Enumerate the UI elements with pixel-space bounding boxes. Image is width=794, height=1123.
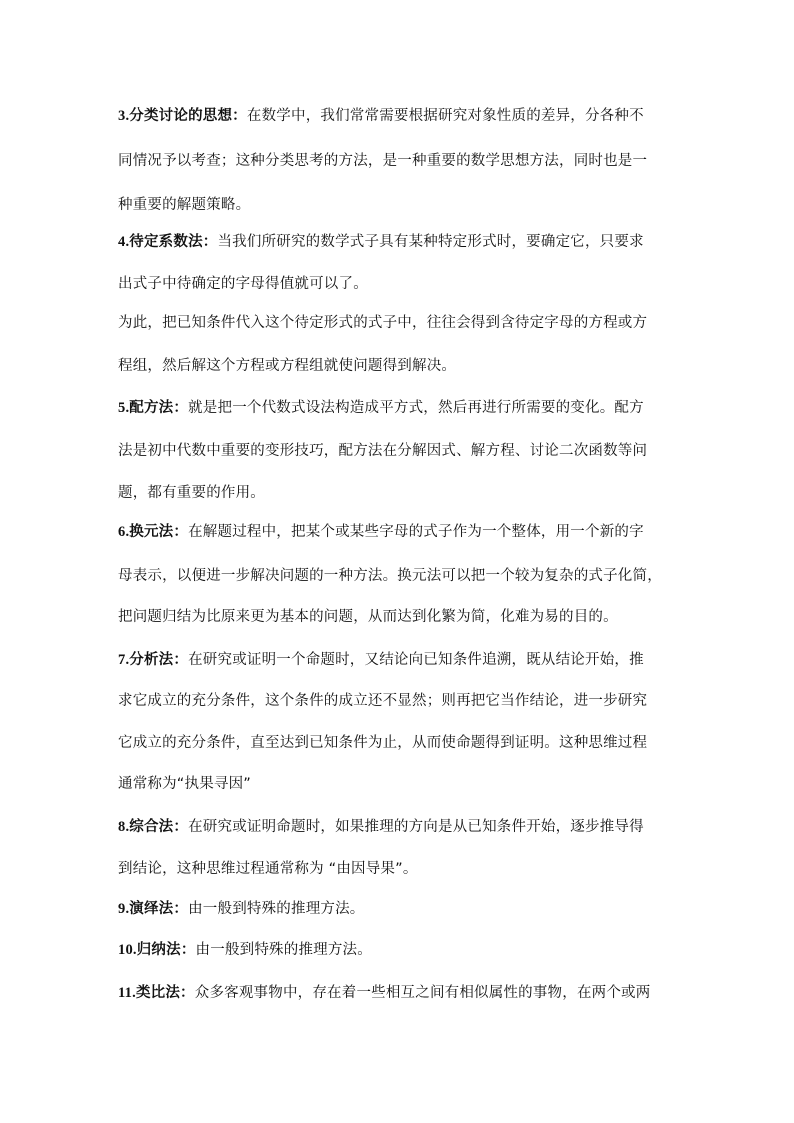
paragraph-text: 在数学中，我们常常需要根据研究对象性质的差异，分各种不 — [246, 108, 644, 124]
paragraph-line: 法是初中代数中重要的变形技巧，配方法在分解因式、解方程、讨论二次函数等问 — [118, 443, 648, 459]
section-term: 演绎法： — [129, 901, 189, 917]
paragraph-line: 通常称为“执果寻因” — [118, 776, 252, 792]
section-number: 5. — [118, 400, 130, 416]
paragraph-line: 求它成立的充分条件，这个条件的成立还不显然；则再把它当作结论，进一步研究 — [118, 693, 648, 709]
paragraph-text: 由一般到特殊的推理方法。 — [188, 901, 365, 917]
paragraph-line: 题，都有重要的作用。 — [118, 485, 265, 501]
paragraph-line — [118, 650, 698, 670]
section-term: 分析法： — [129, 652, 189, 668]
paragraph-line: 把问题归结为比原来更为基本的问题，从而达到化繁为简，化难为易的目的。 — [118, 609, 618, 625]
section-term: 分类讨论的思想： — [129, 108, 247, 124]
paragraph-line: 它成立的充分条件，直至达到已知条件为止，从而使命题得到证明。这种思维过程 — [118, 735, 648, 751]
paragraph-line: 母表示，以便进一步解决问题的一种方法。换元法可以把一个较为复杂的式子化简， — [118, 568, 662, 584]
paragraph-line: 到结论，这种思维过程通常称为 “由因导果”。 — [118, 861, 418, 877]
paragraph-line — [118, 232, 698, 252]
paragraph-line: 同情况予以考查；这种分类思考的方法，是一种重要的数学思想方法，同时也是一 — [118, 153, 648, 169]
section-term: 类比法： — [135, 985, 195, 1001]
section-term: 待定系数法： — [129, 234, 218, 250]
paragraph-text: 由一般到特殊的推理方法。 — [195, 942, 372, 958]
paragraph-line — [118, 398, 698, 418]
paragraph-line — [118, 817, 698, 837]
paragraph-line — [118, 983, 698, 1003]
paragraph-text: 在研究或证明命题时，如果推理的方向是从已知条件开始，逐步推导得 — [188, 819, 644, 835]
paragraph-text: 就是把一个代数式设法构造成平方式，然后再进行所需要的变化。配方 — [188, 400, 644, 416]
paragraph-line — [118, 899, 698, 919]
section-term: 换元法： — [129, 524, 189, 540]
paragraph-text: 在解题过程中，把某个或某些字母的式子作为一个整体，用一个新的字 — [188, 524, 644, 540]
paragraph-line — [118, 106, 698, 126]
section-number: 11. — [118, 985, 136, 1001]
section-number: 4. — [118, 234, 130, 250]
section-number: 8. — [118, 819, 130, 835]
paragraph-line: 出式子中待确定的字母得值就可以了。 — [118, 276, 368, 292]
section-number: 10. — [118, 942, 137, 958]
section-number: 6. — [118, 524, 130, 540]
paragraph-line: 种重要的解题策略。 — [118, 197, 251, 213]
paragraph-line — [118, 522, 698, 542]
section-term: 归纳法： — [136, 942, 196, 958]
section-term: 配方法： — [129, 400, 189, 416]
paragraph-line: 为此，把已知条件代入这个待定形式的式子中，往往会得到含待定字母的方程或方 — [118, 315, 648, 331]
section-number: 9. — [118, 901, 130, 917]
paragraph-text: 在研究或证明一个命题时，又结论向已知条件追溯，既从结论开始，推 — [188, 652, 644, 668]
paragraph-text: 众多客观事物中，存在着一些相互之间有相似属性的事物，在两个或两 — [194, 985, 651, 1001]
paragraph-line — [118, 940, 698, 960]
paragraph-text: 当我们所研究的数学式子具有某种特定形式时，要确定它，只要求 — [217, 234, 644, 250]
section-term: 综合法： — [129, 819, 189, 835]
section-number: 7. — [118, 652, 130, 668]
section-number: 3. — [118, 108, 130, 124]
paragraph-line: 程组，然后解这个方程或方程组就使问题得到解决。 — [118, 358, 457, 374]
